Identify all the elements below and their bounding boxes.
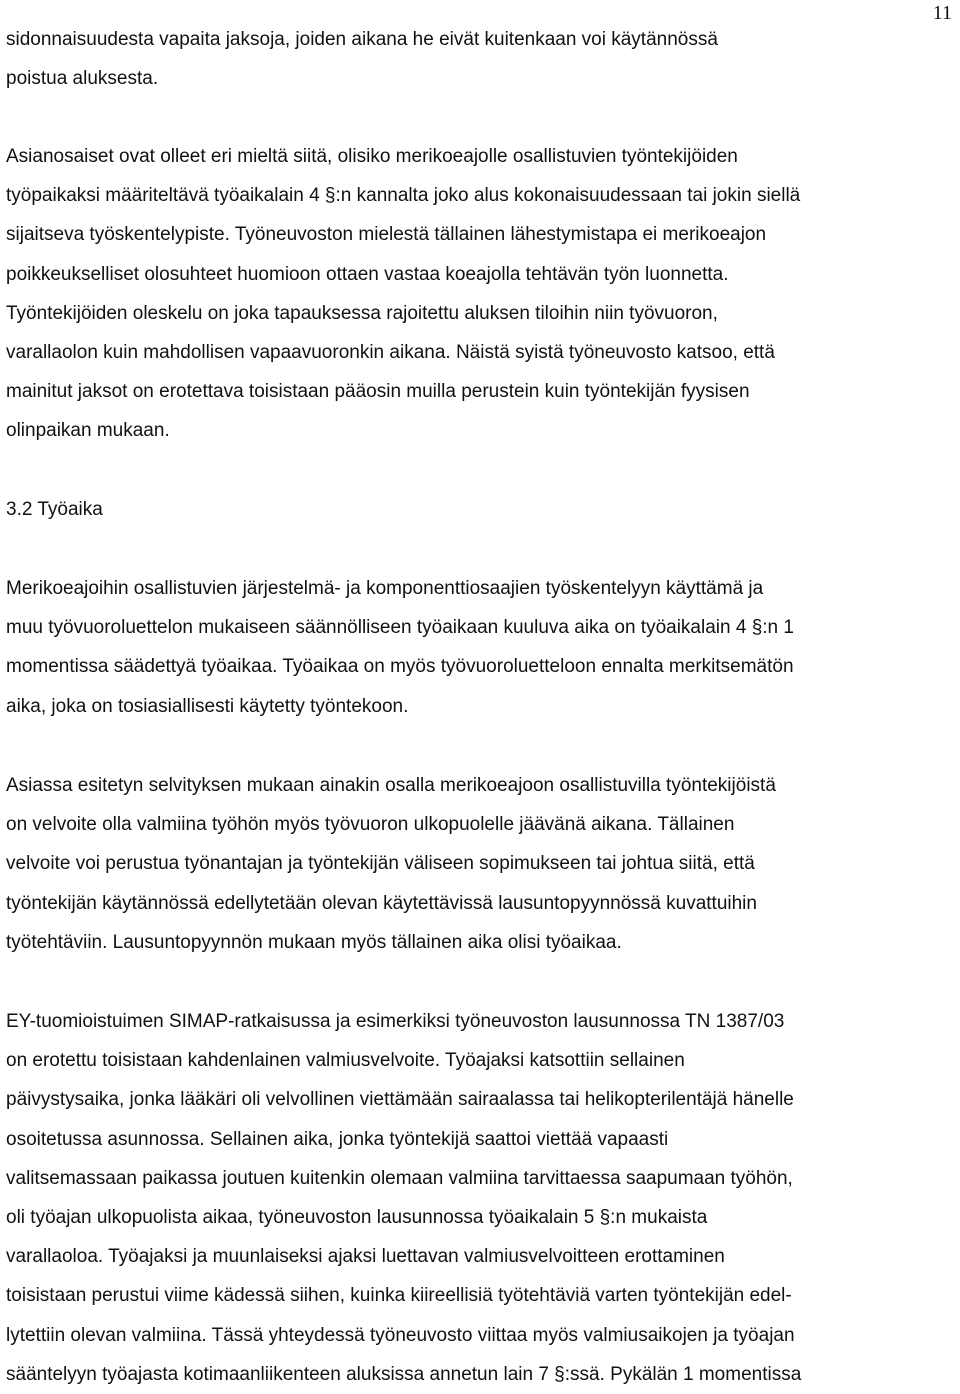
- page-number: 11: [932, 2, 952, 24]
- paragraph-continuation: [6, 20, 956, 98]
- paragraph-workplace: [6, 137, 956, 451]
- text-line: mainitut jaksot on erotettava toisistaan pääosin muilla perustein kuin työntekijän fyysisen: [6, 381, 750, 403]
- text-line: sääntelyyn työajasta kotimaanliikenteen aluksissa annetun lain 7 §:ssä. Pykälän 1 momentissa: [6, 1363, 802, 1385]
- paragraph-readiness-obligation: [6, 766, 956, 962]
- text-line: työtehtäviin. Lausuntopyynnön mukaan myös tällainen aika olisi työaikaa.: [6, 931, 622, 953]
- text-line: toisistaan perustui viime kädessä siihen, kuinka kiireellisiä työtehtäviä varten työntekijän edel-: [6, 1285, 792, 1307]
- text-line: oli työajan ulkopuolista aikaa, työneuvoston lausunnossa työaikalain 5 §:n mukaista: [6, 1207, 708, 1229]
- text-line: työntekijän käytännössä edellytetään olevan käytettävissä lausuntopyynnössä kuvattuihin: [6, 892, 757, 914]
- text-line: valitsemassaan paikassa joutuen kuitenkin olemaan valmiina tarvittaessa saapumaan työhön,: [6, 1167, 793, 1189]
- text-line: Merikoeajoihin osallistuvien järjestelmä- ja komponenttiosaajien työskentelyyn käyttämä ja: [6, 578, 764, 599]
- text-line: aika, joka on tosiasiallisesti käytetty työntekoon.: [6, 695, 409, 717]
- text-line: sidonnaisuudesta vapaita jaksoja, joiden aikana he eivät kuitenkaan voi käytännössä: [6, 29, 718, 50]
- text-line: poikkeukselliset olosuhteet huomioon ottaen vastaa koeajolla tehtävän työn luonnetta.: [6, 263, 729, 285]
- text-line: velvoite voi perustua työnantajan ja työntekijän väliseen sopimukseen tai johtua siitä, että: [6, 853, 755, 875]
- paragraph-simap-ruling: [6, 1002, 956, 1394]
- text-line: lytettiin olevan valmiina. Tässä yhteydessä työneuvosto viittaa myös valmiusaikojen ja työajan: [6, 1324, 795, 1346]
- text-line: Asianosaiset ovat olleet eri mieltä siitä, olisiko merikoeajolle osallistuvien työntekijöiden: [6, 146, 738, 167]
- text-line: Työntekijöiden oleskelu on joka tapauksessa rajoitettu aluksen tiloihin niin työvuoron,: [6, 302, 718, 324]
- text-line: EY-tuomioistuimen SIMAP-ratkaisussa ja esimerkiksi työneuvoston lausunnossa TN 1387/03: [6, 1011, 785, 1032]
- text-line: päivystysaika, jonka lääkäri oli velvollinen viettämään sairaalassa tai helikopterilentäjä hänelle: [6, 1089, 794, 1111]
- text-line: on velvoite olla valmiina työhön myös työvuoron ulkopuolelle jäävänä aikana. Tällainen: [6, 814, 735, 836]
- text-line: sijaitseva työskentelypiste. Työneuvoston mielestä tällainen lähestymistapa ei merikoeajon: [6, 224, 767, 246]
- text-line: momentissa säädettyä työaikaa. Työaikaa on myös työvuoroluetteloon ennalta merkitsemätön: [6, 656, 794, 678]
- paragraph-working-time: [6, 569, 956, 726]
- text-line: työpaikaksi määriteltävä työaikalain 4 §:n kannalta joko alus kokonaisuudessaan tai jokin siellä: [6, 185, 801, 207]
- text-line: varallaoloa. Työajaksi ja muunlaiseksi ajaksi luettavan valmiusvelvoitteen erottaminen: [6, 1246, 725, 1268]
- text-line: on erotettu toisistaan kahdenlainen valmiusvelvoite. Työajaksi katsottiin sellainen: [6, 1050, 685, 1072]
- text-line: Asiassa esitetyn selvityksen mukaan ainakin osalla merikoeajoon osallistuvilla työntekijöistä: [6, 775, 776, 796]
- text-line: muu työvuoroluettelon mukaiseen säännölliseen työaikaan kuuluva aika on työaikalain 4 §:n 1: [6, 617, 794, 639]
- text-line: osoitetussa asunnossa. Sellainen aika, jonka työntekijä saattoi viettää vapaasti: [6, 1128, 669, 1150]
- section-heading: 3.2 Työaika: [6, 499, 103, 520]
- text-line: poistua aluksesta.: [6, 68, 159, 90]
- text-line: olinpaikan mukaan.: [6, 420, 170, 442]
- text-line: varallaolon kuin mahdollisen vapaavuoronkin aikana. Näistä syistä työneuvosto katsoo, että: [6, 342, 775, 364]
